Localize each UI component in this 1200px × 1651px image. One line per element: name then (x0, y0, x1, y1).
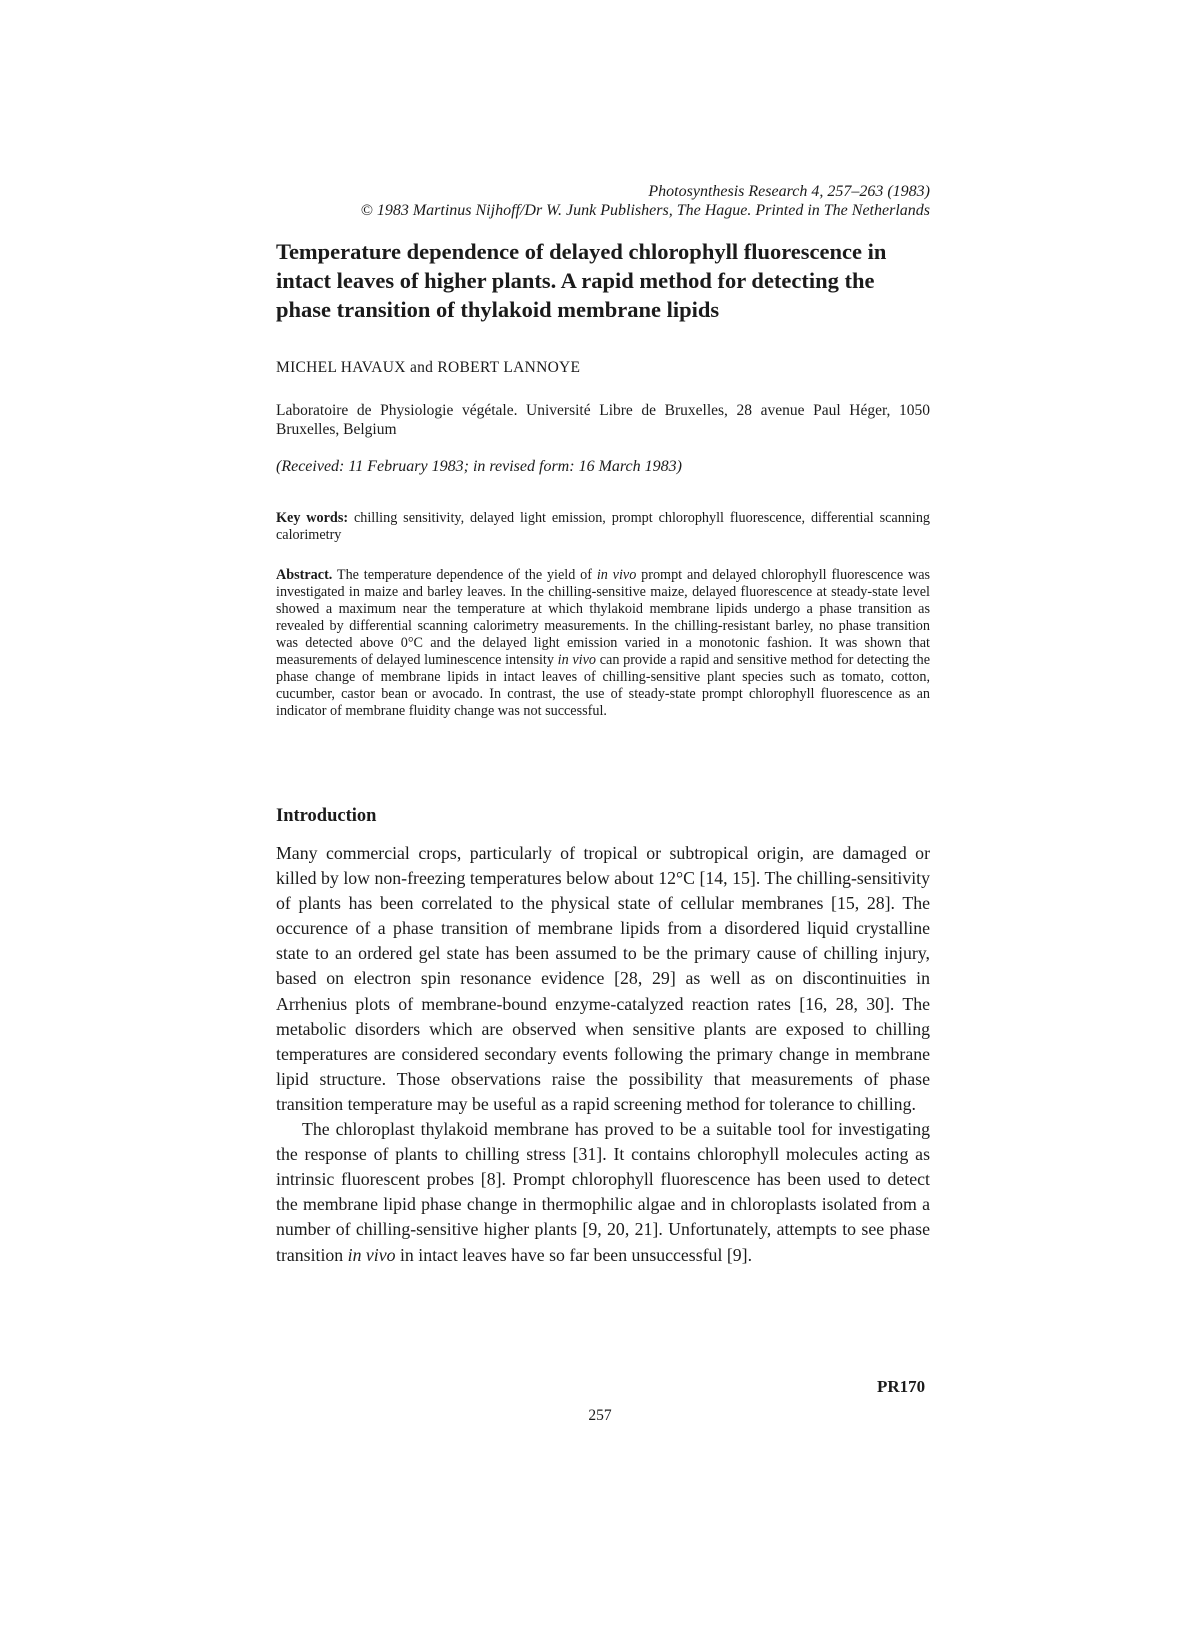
paragraph-text: in intact leaves have so far been unsuccessful [9]. (399, 1244, 753, 1265)
keywords (276, 510, 930, 544)
paragraph-text: The chloroplast thylakoid membrane has proved to be a suitable tool for investigating the response of plants to chilling stress [31]. It contains chlorophyll molecules acting as intrinsic fluorescent probes [8]. Prompt chlorophyll fluorescence has been used to detect the membrane lipid phase change in thermophilic algae and in chloroplasts isolated from a number of chilling-sensitive higher plants [9, 20, 21]. Unfortunately, attempts to see phase transition (276, 1119, 930, 1265)
copyright-line: © 1983 Martinus Nijhoff/Dr W. Junk Publishers, The Hague. Printed in The Netherlands (360, 202, 930, 219)
section-heading-introduction: Introduction (276, 806, 377, 826)
introduction-body (276, 841, 930, 1268)
author-names: MICHEL HAVAUX and ROBERT LANNOYE (276, 359, 581, 376)
introduction-paragraph (276, 1117, 930, 1268)
abstract-emphasis: in vivo (557, 652, 597, 668)
abstract-label: Abstract. (276, 567, 333, 583)
journal-reference: Photosynthesis Research 4, 257–263 (1983) (648, 183, 930, 200)
article-title: Temperature dependence of delayed chlorophyll fluorescence in intact leaves of higher plants. A rapid method for detecting the phase transition of thylakoid membrane lipids (276, 239, 887, 322)
abstract (276, 567, 930, 720)
manuscript-code: PR170 (877, 1377, 926, 1396)
abstract-text: The temperature dependence of the yield of (336, 567, 592, 583)
introduction-paragraph: Many commercial crops, particularly of tropical or subtropical origin, are damaged or killed by low non-freezing temperatures below about 12°C [14, 15]. The chilling-sensitivity of plants has been correlated to the physical state of cellular membranes [15, 28]. The occurence of a phase transition of membrane lipids from a disordered liquid crystalline state to an ordered gel state has been assumed to be the primary cause of chilling injury, based on electron spin resonance evidence [28, 29] as well as on discontinuities in Arrhenius plots of membrane-bound enzyme-catalyzed reaction rates [16, 28, 30]. The metabolic disorders which are observed when sensitive plants are exposed to chilling temperatures are considered secondary events following the primary change in membrane lipid structure. Those observations raise the possibility that measurements of phase transition temperature may be useful as a rapid screening method for tolerance to chilling. (276, 843, 930, 1114)
abstract-text: prompt and delayed chlorophyll fluorescence was investigated in maize and barley leaves. In the chilling-sensitive maize, delayed fluorescence at steady-state level showed a maximum near the temperature at which thylakoid membrane lipids undergo a phase transition as revealed by differential scanning calorimetry measurements. In the chilling-resistant barley, no phase transition was detected above 0°C and the delayed light emission varied in a monotonic fashion. It was shown that measurements of delayed luminescence intensity (276, 567, 931, 668)
paragraph-emphasis: in vivo (347, 1244, 396, 1265)
affiliation: Laboratoire de Physiologie végétale. Université Libre de Bruxelles, 28 avenue Paul Héger, 1050 Bruxelles, Belgium (276, 402, 930, 438)
keywords-label: Key words: (276, 510, 349, 526)
received-dates: (Received: 11 February 1983; in revised form: 16 March 1983) (276, 458, 682, 475)
abstract-emphasis: in vivo (596, 567, 637, 583)
keywords-text: chilling sensitivity, delayed light emission, prompt chlorophyll fluorescence, differential scanning calorimetry (276, 510, 931, 543)
page-number: 257 (588, 1407, 612, 1424)
abstract-text: can provide a rapid and sensitive method for detecting the phase change of membrane lipids in intact leaves of chilling-sensitive plant species such as tomato, cotton, cucumber, castor bean or avocado. In contrast, the use of steady-state prompt chlorophyll fluorescence as an indicator of membrane fluidity change was not successful. (276, 652, 931, 719)
